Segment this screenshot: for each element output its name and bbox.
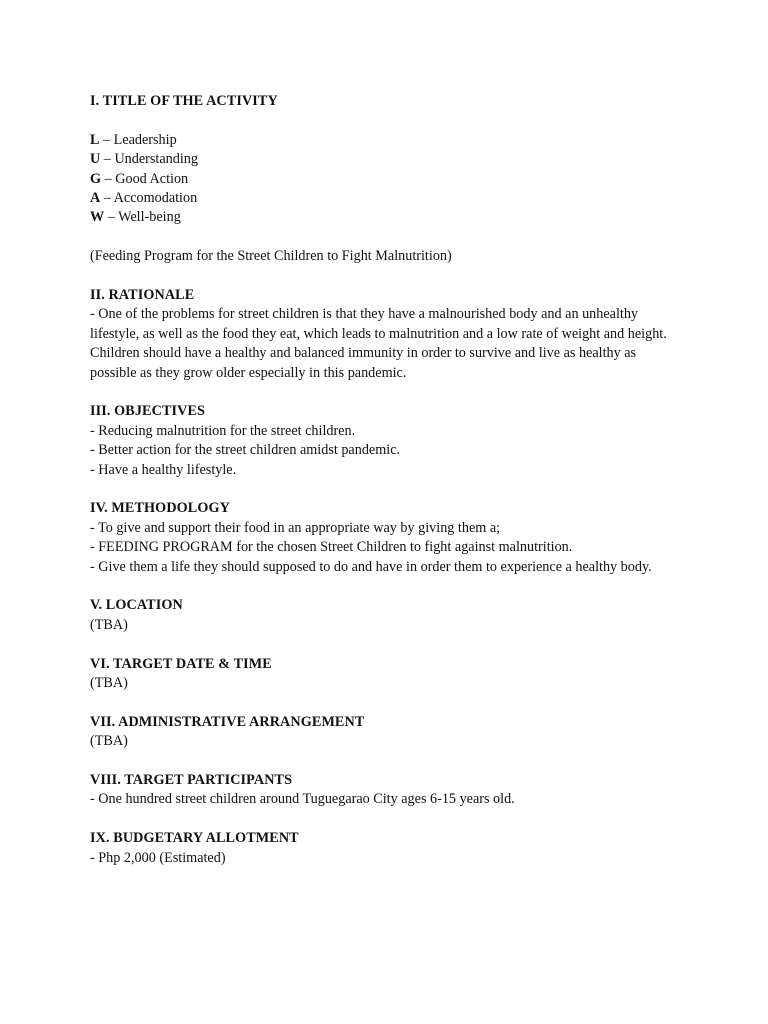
section-value: (TBA) xyxy=(90,675,128,692)
list-item: - Reducing malnutrition for the street children. xyxy=(90,422,356,439)
acronym-line xyxy=(90,131,678,150)
section-heading: II. RATIONALE xyxy=(90,287,195,304)
section-value: (TBA) xyxy=(90,733,128,750)
acronym-word: Leadership xyxy=(113,131,177,148)
acronym-separator: – xyxy=(100,190,114,207)
acronym-letter: L xyxy=(90,131,100,148)
acronym-separator: – xyxy=(101,170,116,187)
section-participants xyxy=(90,771,678,810)
section-heading: VIII. TARGET PARTICIPANTS xyxy=(90,772,293,789)
section-methodology xyxy=(90,499,678,577)
rationale-text: - One of the problems for street children is that they have a malnourished body and an unhealthy lifestyle, as well as the food they eat, which leads to malnutrition and a low rate of weight and height. Children should have a healthy and balanced immunity in order to survive and live as healthy as possible as they grow older especially in this pandemic. xyxy=(90,306,667,381)
acronym-letter: U xyxy=(90,151,101,168)
section-location xyxy=(90,596,678,635)
list-item: - FEEDING PROGRAM for the chosen Street Children to fight against malnutrition. xyxy=(90,539,573,556)
acronym-line xyxy=(90,170,678,189)
list-item: - Better action for the street children amidst pandemic. xyxy=(90,442,401,459)
acronym-separator: – xyxy=(104,209,119,226)
activity-subtitle: (Feeding Program for the Street Children to Fight Malnutrition) xyxy=(90,248,452,265)
section-heading: IX. BUDGETARY ALLOTMENT xyxy=(90,830,299,847)
section-budget xyxy=(90,829,678,868)
list-item: - Give them a life they should supposed to do and have in order them to experience a healthy body. xyxy=(90,558,652,575)
section-value: - Php 2,000 (Estimated) xyxy=(90,849,226,866)
section-rationale xyxy=(90,286,678,383)
section-heading: IV. METHODOLOGY xyxy=(90,500,230,517)
acronym-separator: – xyxy=(99,131,114,148)
section-administrative xyxy=(90,713,678,752)
acronym-separator: – xyxy=(100,151,115,168)
acronym-word: Understanding xyxy=(114,151,198,168)
section-heading: VII. ADMINISTRATIVE ARRANGEMENT xyxy=(90,713,365,730)
section-heading: III. OBJECTIVES xyxy=(90,403,206,420)
acronym-word: Accomodation xyxy=(113,190,198,207)
acronym-line xyxy=(90,189,678,208)
section-heading: VI. TARGET DATE & TIME xyxy=(90,655,272,672)
acronym-word: Well-being xyxy=(118,209,181,226)
section-target-date xyxy=(90,655,678,694)
acronym-letter: A xyxy=(90,190,101,207)
section-value: (TBA) xyxy=(90,616,128,633)
acronym-word: Good Action xyxy=(115,170,189,187)
acronym-letter: W xyxy=(90,209,105,226)
list-item: - To give and support their food in an appropriate way by giving them a; xyxy=(90,519,501,536)
acronym-line xyxy=(90,150,678,169)
acronym-line xyxy=(90,208,678,227)
section-title xyxy=(90,92,678,267)
section-heading: I. TITLE OF THE ACTIVITY xyxy=(90,93,278,109)
section-value: - One hundred street children around Tuguegarao City ages 6-15 years old. xyxy=(90,791,515,808)
section-objectives xyxy=(90,402,678,480)
list-item: - Have a healthy lifestyle. xyxy=(90,461,237,478)
section-heading: V. LOCATION xyxy=(90,597,183,614)
acronym-letter: G xyxy=(90,170,102,187)
